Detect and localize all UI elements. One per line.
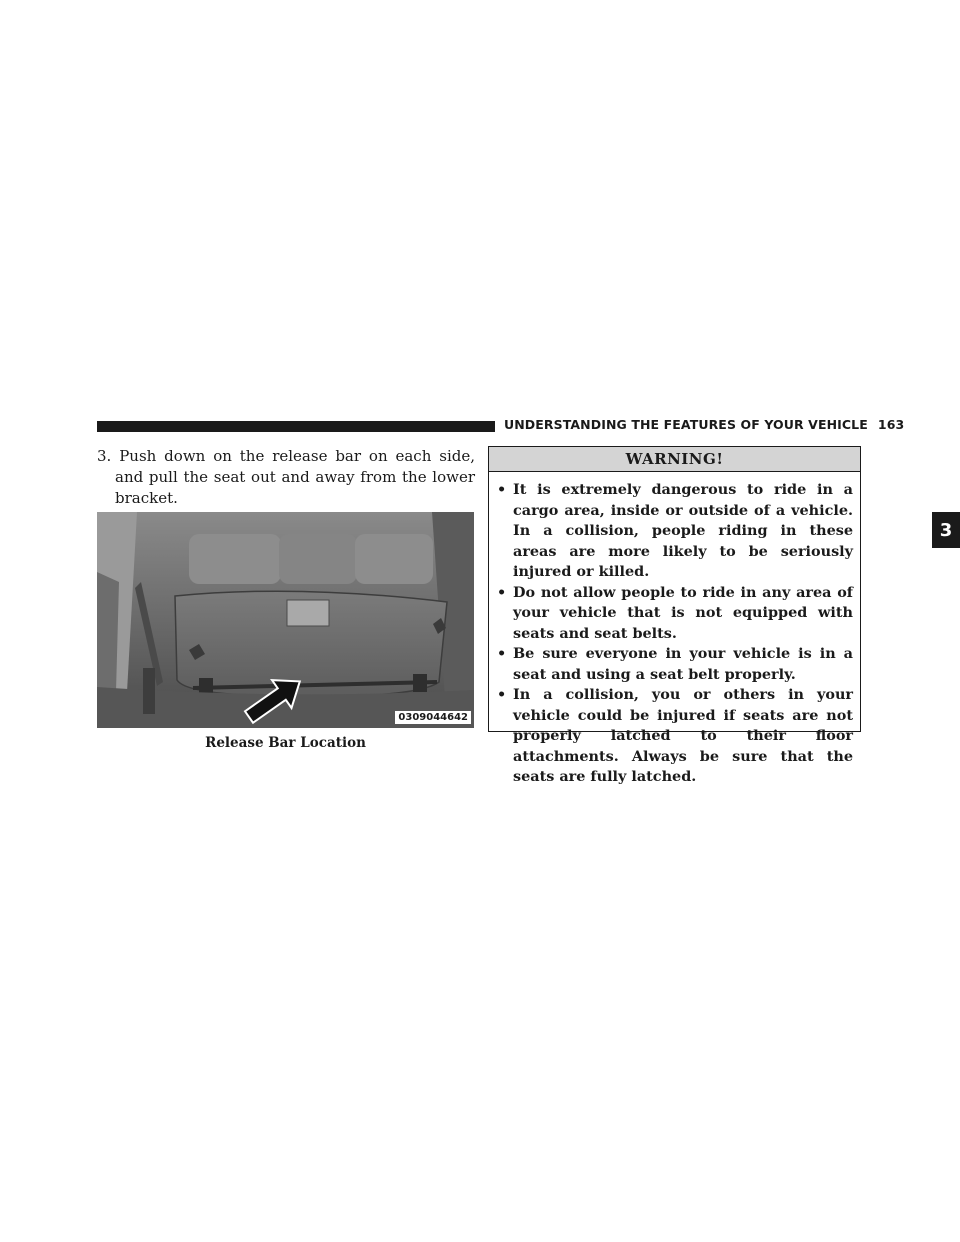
warning-list [489, 472, 860, 788]
chapter-tab[interactable]: 3 [932, 512, 960, 548]
bullet-icon: • [497, 481, 507, 498]
header-rule [97, 421, 495, 432]
seat-illustration [97, 512, 474, 728]
warning-item: • It is extremely dangerous to ride in a cargo area, inside or outside of a vehicle. In a collision, people riding in these areas are more likely to be seriously injured or killed. [497, 481, 853, 580]
step-3: 3. Push down on the release bar on each side, and pull the seat out and away from the lower bracket. [97, 447, 475, 507]
figure-caption: Release Bar Location [205, 735, 366, 751]
bullet-icon: • [497, 583, 507, 601]
bullet-icon: • [497, 686, 507, 703]
release-bar-photo [97, 512, 474, 728]
running-header [504, 417, 905, 432]
warning-box [488, 446, 861, 785]
warning-item: • In a collision, you or others in your vehicle could be injured if seats are not properly latched to their floor attachments. Always be sure that the seats are fully latched. [497, 686, 853, 785]
image-id-label: 0309044642 [395, 711, 471, 724]
warning-title: WARNING! [489, 447, 860, 472]
section-title: UNDERSTANDING THE FEATURES OF YOUR VEHICLE [504, 417, 868, 432]
warning-item: • Do not allow people to ride in any area of your vehicle that is not equipped with seats and seat belts. [497, 583, 853, 642]
bullet-icon: • [497, 645, 507, 662]
page-number: 163 [877, 417, 905, 432]
warning-item: • Be sure everyone in your vehicle is in a seat and using a seat belt properly. [497, 645, 853, 683]
